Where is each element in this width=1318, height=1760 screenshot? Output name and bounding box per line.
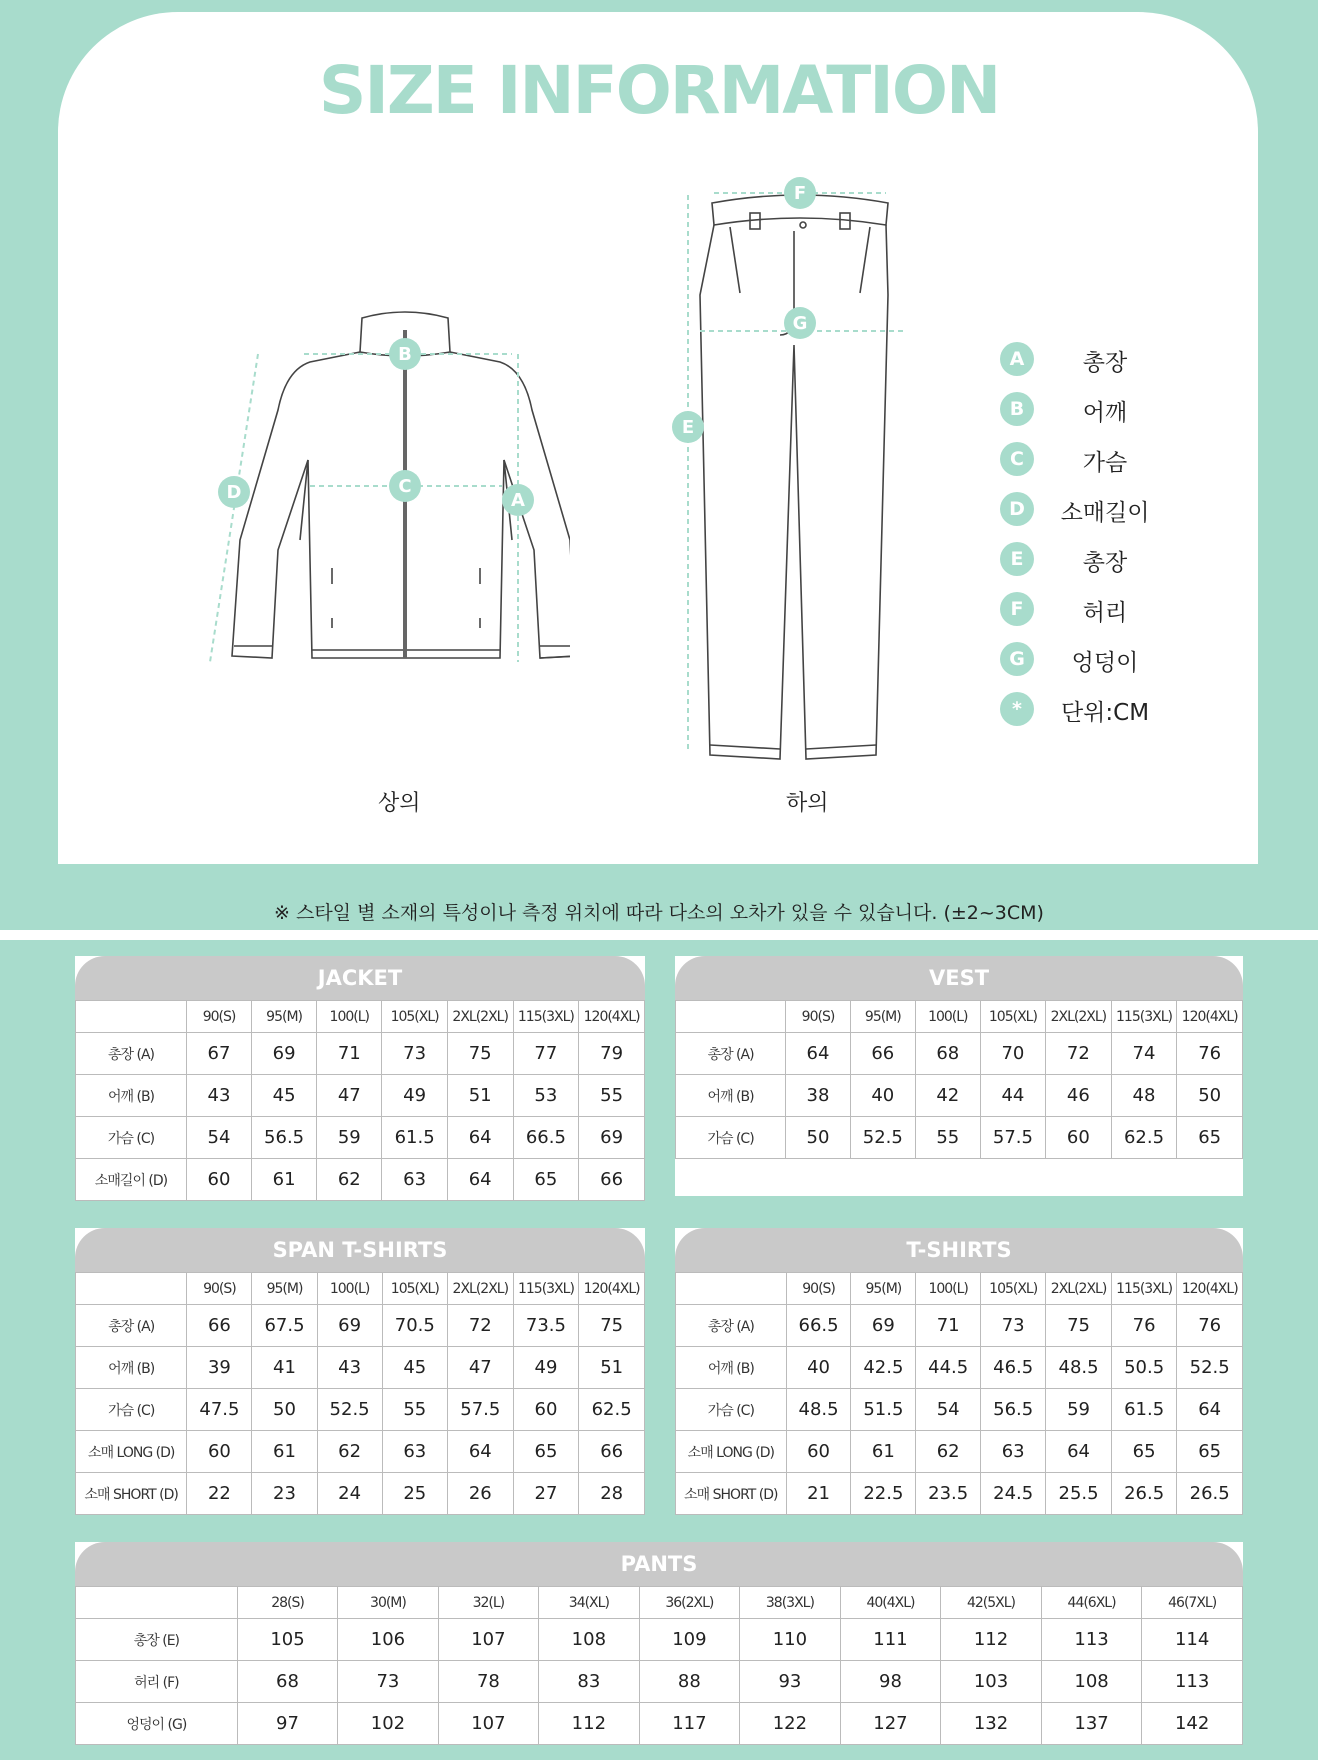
measurement-value: 77 [513, 1033, 579, 1075]
measurement-value: 88 [639, 1661, 740, 1703]
marker-a-label: A [511, 490, 525, 511]
size-grid [75, 1586, 1243, 1745]
measurement-label: 가슴 (C) [76, 1389, 187, 1431]
legend-item [1000, 440, 1200, 476]
measurement-value: 61.5 [382, 1117, 447, 1159]
measurement-value: 68 [915, 1033, 980, 1075]
measurement-value: 106 [338, 1619, 438, 1661]
jacket-diagram [200, 300, 570, 680]
legend-label: 소매길이 [1060, 500, 1150, 526]
table-title: T-SHIRTS [675, 1228, 1243, 1272]
measurement-value: 60 [786, 1431, 851, 1473]
measurement-value: 68 [237, 1661, 337, 1703]
size-grid [75, 1272, 645, 1515]
table-title: JACKET [75, 956, 645, 1000]
size-column-header: 100(L) [317, 1273, 382, 1305]
measurement-value: 73.5 [513, 1305, 579, 1347]
marker-g-label: G [792, 313, 808, 334]
measurement-value: 83 [539, 1661, 639, 1703]
measurement-value: 55 [382, 1389, 447, 1431]
legend-label: 단위:CM [1060, 700, 1150, 726]
measurement-value: 61.5 [1111, 1389, 1177, 1431]
measurement-value: 79 [579, 1033, 645, 1075]
measurement-value: 55 [915, 1117, 980, 1159]
measurement-label: 소매 SHORT (D) [76, 1473, 187, 1515]
measurement-value: 51 [447, 1075, 513, 1117]
corner-cell [76, 1001, 187, 1033]
measurement-value: 137 [1041, 1703, 1142, 1745]
size-column-header: 95(M) [851, 1273, 916, 1305]
measurement-value: 63 [981, 1431, 1046, 1473]
measurement-value: 113 [1041, 1619, 1142, 1661]
measurement-value: 52.5 [1177, 1347, 1243, 1389]
legend-label: 어깨 [1082, 400, 1128, 426]
measurement-label: 소매 LONG (D) [76, 1431, 187, 1473]
measurement-value: 66 [579, 1159, 645, 1201]
pants-diagram [670, 175, 920, 765]
measurement-label: 소매 SHORT (D) [676, 1473, 787, 1515]
measurement-value: 64 [1046, 1431, 1112, 1473]
size-grid [75, 1000, 645, 1201]
measurement-value: 42.5 [851, 1347, 916, 1389]
legend-key: B [1000, 392, 1034, 426]
measurement-value: 26.5 [1111, 1473, 1177, 1515]
measurement-value: 59 [1046, 1389, 1112, 1431]
table-row [676, 1033, 1243, 1075]
size-column-header: 90(S) [786, 1001, 851, 1033]
measurement-value: 52.5 [850, 1117, 915, 1159]
measurement-value: 60 [187, 1159, 252, 1201]
measurement-value: 47 [317, 1075, 382, 1117]
measurement-value: 73 [981, 1305, 1046, 1347]
table-row [676, 1473, 1243, 1515]
measurement-value: 56.5 [251, 1117, 316, 1159]
table-row [76, 1619, 1243, 1661]
marker-e-label: E [681, 417, 695, 438]
size-grid [675, 1272, 1243, 1515]
measurement-value: 65 [1111, 1431, 1177, 1473]
measurement-value: 122 [740, 1703, 841, 1745]
measurement-value: 49 [382, 1075, 447, 1117]
size-column-header: 115(3XL) [513, 1273, 579, 1305]
measurement-value: 64 [786, 1033, 851, 1075]
legend-key: D [1000, 492, 1034, 526]
measurement-value: 63 [382, 1431, 447, 1473]
measurement-value: 69 [317, 1305, 382, 1347]
measurement-value: 76 [1177, 1305, 1243, 1347]
measurement-value: 26.5 [1177, 1473, 1243, 1515]
measurement-value: 117 [639, 1703, 740, 1745]
size-column-header: 30(M) [338, 1587, 438, 1619]
size-column-header: 28(S) [237, 1587, 337, 1619]
legend-key: F [1000, 592, 1034, 626]
span-tshirts-size-table [75, 1228, 645, 1509]
measurement-value: 142 [1142, 1703, 1243, 1745]
size-column-header: 100(L) [317, 1001, 382, 1033]
measurement-value: 113 [1142, 1661, 1243, 1703]
legend-item [1000, 640, 1200, 676]
measurement-value: 52.5 [317, 1389, 382, 1431]
measurement-value: 64 [447, 1159, 513, 1201]
jacket-size-table [75, 956, 645, 1196]
measurement-value: 127 [840, 1703, 941, 1745]
measurement-value: 75 [1046, 1305, 1112, 1347]
legend-item [1000, 540, 1200, 576]
measurement-value: 46.5 [981, 1347, 1046, 1389]
table-row [676, 1305, 1243, 1347]
size-header-row [76, 1001, 645, 1033]
measurement-value: 39 [187, 1347, 252, 1389]
legend-label: 총장 [1082, 550, 1128, 576]
size-column-header: 105(XL) [980, 1001, 1045, 1033]
measurement-value: 23.5 [916, 1473, 981, 1515]
legend-key: A [1000, 342, 1034, 376]
measurement-value: 44 [980, 1075, 1045, 1117]
table-row [76, 1305, 645, 1347]
legend-label: 엉덩이 [1071, 650, 1139, 676]
measurement-value: 66 [187, 1305, 252, 1347]
measurement-value: 45 [251, 1075, 316, 1117]
size-column-header: 44(6XL) [1041, 1587, 1142, 1619]
measurement-label: 어깨 (B) [76, 1075, 187, 1117]
size-column-header: 115(3XL) [1111, 1001, 1177, 1033]
legend-label: 허리 [1082, 600, 1128, 626]
measurement-value: 27 [513, 1473, 579, 1515]
measurement-value: 26 [447, 1473, 513, 1515]
measurement-value: 103 [941, 1661, 1042, 1703]
measurement-value: 65 [513, 1431, 579, 1473]
measurement-value: 47 [447, 1347, 513, 1389]
marker-d-label: D [226, 482, 242, 503]
table-row [76, 1347, 645, 1389]
size-column-header: 105(XL) [382, 1273, 447, 1305]
size-column-header: 115(3XL) [513, 1001, 579, 1033]
legend-item [1000, 390, 1200, 426]
vest-size-table [675, 956, 1243, 1196]
measurement-value: 56.5 [981, 1389, 1046, 1431]
measurement-value: 71 [916, 1305, 981, 1347]
size-column-header: 95(M) [251, 1001, 316, 1033]
size-column-header: 34(XL) [539, 1587, 639, 1619]
measurement-value: 57.5 [447, 1389, 513, 1431]
size-column-header: 46(7XL) [1142, 1587, 1243, 1619]
size-header-row [676, 1001, 1243, 1033]
measurement-value: 22 [187, 1473, 252, 1515]
measurement-value: 24 [317, 1473, 382, 1515]
legend-item [1000, 690, 1200, 726]
measurement-value: 69 [579, 1117, 645, 1159]
measurement-value: 105 [237, 1619, 337, 1661]
measurement-value: 112 [941, 1619, 1042, 1661]
measurement-value: 48.5 [786, 1389, 851, 1431]
size-column-header: 90(S) [786, 1273, 851, 1305]
measurement-value: 66.5 [513, 1117, 579, 1159]
table-row [76, 1661, 1243, 1703]
legend-label: 가슴 [1082, 450, 1128, 476]
measurement-value: 72 [1046, 1033, 1112, 1075]
measurement-value: 98 [840, 1661, 941, 1703]
table-row [76, 1117, 645, 1159]
table-row [676, 1075, 1243, 1117]
legend-key: E [1000, 542, 1034, 576]
measurement-value: 69 [851, 1305, 916, 1347]
measurement-value: 70.5 [382, 1305, 447, 1347]
table-row [76, 1389, 645, 1431]
tolerance-note: ※ 스타일 별 소재의 특성이나 측정 위치에 따라 다소의 오차가 있을 수 있습니다. (±2~3CM) [274, 902, 1044, 924]
legend-key: C [1000, 442, 1034, 476]
measurement-value: 107 [438, 1619, 538, 1661]
size-grid [675, 1000, 1243, 1159]
measurement-value: 69 [251, 1033, 316, 1075]
measurement-value: 51 [579, 1347, 645, 1389]
size-column-header: 38(3XL) [740, 1587, 841, 1619]
measurement-value: 22.5 [851, 1473, 916, 1515]
measurement-label: 총장 (A) [676, 1033, 786, 1075]
corner-cell [76, 1587, 238, 1619]
measurement-label: 어깨 (B) [76, 1347, 187, 1389]
measurement-value: 59 [317, 1117, 382, 1159]
size-column-header: 95(M) [850, 1001, 915, 1033]
size-column-header: 105(XL) [382, 1001, 447, 1033]
measurement-value: 73 [338, 1661, 438, 1703]
legend-item [1000, 590, 1200, 626]
measurement-value: 21 [786, 1473, 851, 1515]
table-title: PANTS [75, 1542, 1243, 1586]
measurement-value: 112 [539, 1703, 639, 1745]
measurement-value: 48.5 [1046, 1347, 1112, 1389]
measurement-value: 64 [1177, 1389, 1243, 1431]
size-column-header: 100(L) [915, 1001, 980, 1033]
table-row [76, 1473, 645, 1515]
measurement-value: 74 [1111, 1033, 1177, 1075]
measurement-value: 23 [252, 1473, 317, 1515]
corner-cell [76, 1273, 187, 1305]
size-column-header: 95(M) [252, 1273, 317, 1305]
measurement-value: 60 [1046, 1117, 1112, 1159]
measurement-label: 가슴 (C) [676, 1389, 787, 1431]
measurement-value: 76 [1111, 1305, 1177, 1347]
size-column-header: 115(3XL) [1111, 1273, 1177, 1305]
measurement-value: 53 [513, 1075, 579, 1117]
legend-item [1000, 340, 1200, 376]
table-title: SPAN T-SHIRTS [75, 1228, 645, 1272]
measurement-value: 25 [382, 1473, 447, 1515]
measurement-value: 65 [1177, 1431, 1243, 1473]
measurement-value: 97 [237, 1703, 337, 1745]
size-column-header: 105(XL) [981, 1273, 1046, 1305]
measurement-value: 66.5 [786, 1305, 851, 1347]
measurement-value: 42 [915, 1075, 980, 1117]
measurement-value: 54 [916, 1389, 981, 1431]
measurement-value: 62.5 [1111, 1117, 1177, 1159]
measurement-value: 102 [338, 1703, 438, 1745]
measurement-value: 114 [1142, 1619, 1243, 1661]
measurement-value: 72 [447, 1305, 513, 1347]
measurement-value: 54 [187, 1117, 252, 1159]
measurement-value: 61 [851, 1431, 916, 1473]
measurement-label: 소매 LONG (D) [676, 1431, 787, 1473]
measurement-value: 57.5 [980, 1117, 1045, 1159]
pants-size-table [75, 1542, 1243, 1742]
marker-f-label: F [793, 183, 807, 204]
measurement-value: 62 [317, 1159, 382, 1201]
tshirts-size-table [675, 1228, 1243, 1509]
measurement-value: 41 [252, 1347, 317, 1389]
measurement-value: 48 [1111, 1075, 1177, 1117]
table-row [76, 1703, 1243, 1745]
measurement-value: 70 [980, 1033, 1045, 1075]
size-column-header: 2XL(2XL) [447, 1001, 513, 1033]
measurement-value: 49 [513, 1347, 579, 1389]
measurement-value: 93 [740, 1661, 841, 1703]
measurement-label: 소매길이 (D) [76, 1159, 187, 1201]
measurement-value: 76 [1177, 1033, 1243, 1075]
legend-key: G [1000, 642, 1034, 676]
measurement-value: 110 [740, 1619, 841, 1661]
measurement-value: 24.5 [981, 1473, 1046, 1515]
size-column-header: 90(S) [187, 1001, 252, 1033]
measurement-value: 60 [513, 1389, 579, 1431]
table-row [76, 1159, 645, 1201]
measurement-value: 65 [513, 1159, 579, 1201]
table-row [76, 1075, 645, 1117]
measurement-value: 109 [639, 1619, 740, 1661]
measurement-value: 50 [1177, 1075, 1243, 1117]
measurement-value: 40 [786, 1347, 851, 1389]
legend-item [1000, 490, 1200, 526]
measurement-value: 55 [579, 1075, 645, 1117]
size-column-header: 32(L) [438, 1587, 538, 1619]
measurement-value: 51.5 [851, 1389, 916, 1431]
measurement-value: 28 [579, 1473, 645, 1515]
size-column-header: 120(4XL) [1177, 1273, 1243, 1305]
measurement-value: 43 [317, 1347, 382, 1389]
table-row [676, 1347, 1243, 1389]
measurement-label: 가슴 (C) [76, 1117, 187, 1159]
size-column-header: 36(2XL) [639, 1587, 740, 1619]
measurement-value: 25.5 [1046, 1473, 1112, 1515]
measurement-value: 66 [850, 1033, 915, 1075]
measurement-value: 66 [579, 1431, 645, 1473]
measurement-label: 총장 (A) [676, 1305, 787, 1347]
measurement-value: 50.5 [1111, 1347, 1177, 1389]
table-row [676, 1431, 1243, 1473]
size-column-header: 120(4XL) [579, 1273, 645, 1305]
measurement-value: 62 [916, 1431, 981, 1473]
size-column-header: 42(5XL) [941, 1587, 1042, 1619]
size-header-row [676, 1273, 1243, 1305]
bottom-garment-caption: 하의 [786, 791, 829, 816]
size-column-header: 100(L) [916, 1273, 981, 1305]
measurement-value: 47.5 [187, 1389, 252, 1431]
measurement-value: 38 [786, 1075, 851, 1117]
measurement-label: 총장 (A) [76, 1305, 187, 1347]
measurement-label: 총장 (E) [76, 1619, 238, 1661]
measurement-value: 111 [840, 1619, 941, 1661]
size-column-header: 120(4XL) [579, 1001, 645, 1033]
measurement-value: 44.5 [916, 1347, 981, 1389]
table-row [676, 1117, 1243, 1159]
measurement-label: 총장 (A) [76, 1033, 187, 1075]
measurement-value: 63 [382, 1159, 447, 1201]
size-column-header: 40(4XL) [840, 1587, 941, 1619]
measurement-value: 67.5 [252, 1305, 317, 1347]
measurement-value: 43 [187, 1075, 252, 1117]
measurement-value: 61 [252, 1431, 317, 1473]
measurement-label: 허리 (F) [76, 1661, 238, 1703]
size-column-header: 2XL(2XL) [447, 1273, 513, 1305]
measurement-value: 78 [438, 1661, 538, 1703]
marker-b-label: B [398, 344, 412, 365]
measurement-value: 50 [786, 1117, 851, 1159]
measurement-value: 64 [447, 1431, 513, 1473]
page-title: SIZE INFORMATION [318, 52, 1000, 129]
size-column-header: 120(4XL) [1177, 1001, 1243, 1033]
measurement-value: 61 [251, 1159, 316, 1201]
top-garment-caption: 상의 [378, 791, 421, 816]
measurement-value: 132 [941, 1703, 1042, 1745]
measurement-value: 75 [447, 1033, 513, 1075]
measurement-value: 67 [187, 1033, 252, 1075]
table-row [676, 1389, 1243, 1431]
table-row [76, 1033, 645, 1075]
corner-cell [676, 1001, 786, 1033]
size-column-header: 2XL(2XL) [1046, 1001, 1112, 1033]
size-header-row [76, 1273, 645, 1305]
measurement-value: 62.5 [579, 1389, 645, 1431]
measurement-label: 어깨 (B) [676, 1347, 787, 1389]
measurement-label: 어깨 (B) [676, 1075, 786, 1117]
legend-key: * [1000, 692, 1034, 726]
measurement-value: 50 [252, 1389, 317, 1431]
corner-cell [676, 1273, 787, 1305]
size-column-header: 2XL(2XL) [1046, 1273, 1112, 1305]
measurement-value: 46 [1046, 1075, 1112, 1117]
measurement-value: 62 [317, 1431, 382, 1473]
measurement-value: 73 [382, 1033, 447, 1075]
measurement-value: 108 [539, 1619, 639, 1661]
table-title: VEST [675, 956, 1243, 1000]
measurement-value: 64 [447, 1117, 513, 1159]
size-column-header: 90(S) [187, 1273, 252, 1305]
measurement-value: 107 [438, 1703, 538, 1745]
table-row [76, 1431, 645, 1473]
measurement-value: 108 [1041, 1661, 1142, 1703]
measurement-value: 60 [187, 1431, 252, 1473]
measurement-value: 45 [382, 1347, 447, 1389]
measurement-label: 엉덩이 (G) [76, 1703, 238, 1745]
measurement-value: 71 [317, 1033, 382, 1075]
size-header-row [76, 1587, 1243, 1619]
measurement-value: 40 [850, 1075, 915, 1117]
measurement-value: 65 [1177, 1117, 1243, 1159]
marker-c-label: C [398, 476, 412, 497]
measurement-label: 가슴 (C) [676, 1117, 786, 1159]
legend-label: 총장 [1082, 350, 1128, 376]
measurement-value: 75 [579, 1305, 645, 1347]
